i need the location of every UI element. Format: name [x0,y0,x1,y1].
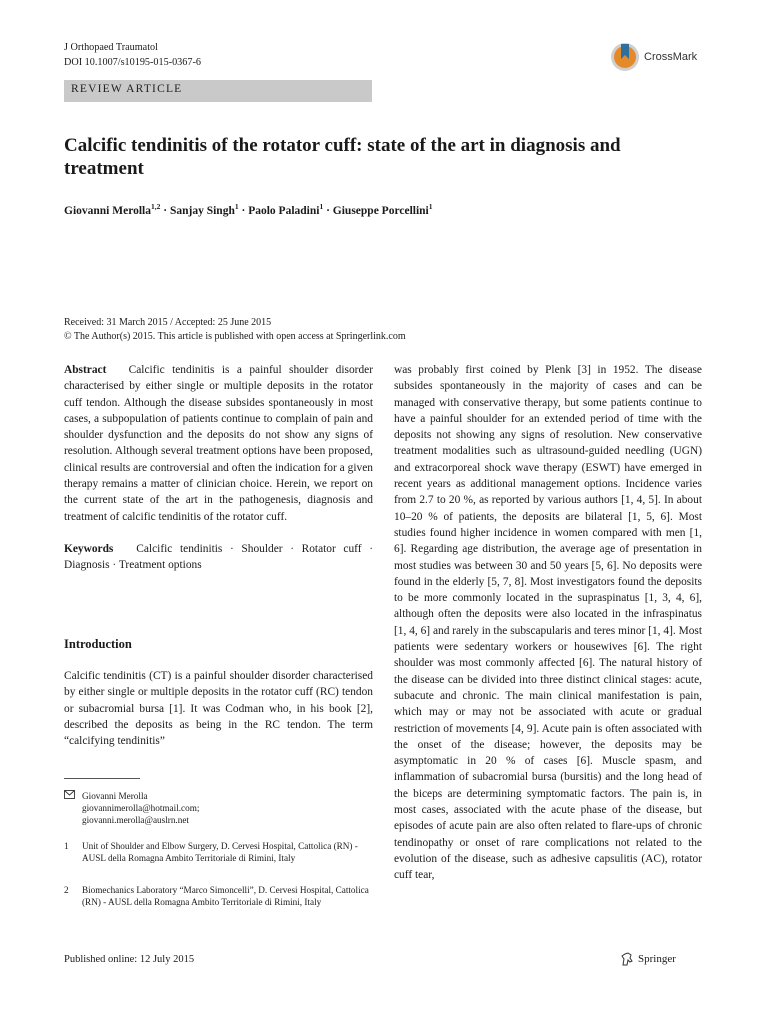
keywords-paragraph [64,541,373,574]
author-affiliation: 1 [234,202,239,211]
affiliation-number: 1 [64,841,69,851]
abstract-text: Calcific tendinitis is a painful shoulder disorder characterised by either single or multiple deposits in the rotator cuff tendon. Although the disease subsides spontaneously in most cases, a subpopulation of patients continue to complain of pain and shoulder dysfunction and the deposits do not show any signs of resolution. Although several treatment options have been proposed, clinical results are controversial and often the indication for a given therapy remains a matter of clinician choice. Herein, we report on the current state of the art in the pathogenesis, diagnosis and treatment of calcific tendinitis of the rotator cuff. [64,364,373,523]
author-separator: · [163,204,170,217]
publisher-logo [620,952,676,966]
abstract-paragraph [64,362,373,525]
crossmark-badge[interactable] [610,40,697,74]
abstract-heading: Abstract [64,364,107,376]
email-envelope-icon [64,790,75,802]
springer-horse-icon [620,952,634,966]
article-type: REVIEW ARTICLE [71,83,183,95]
publisher-name: Springer [638,953,676,965]
author-affiliation: 1,2 [151,202,161,211]
doi[interactable]: DOI 10.1007/s10195-015-0367-6 [64,57,201,68]
affiliation-text: Unit of Shoulder and Elbow Surgery, D. Cervesi Hospital, Cattolica (RN) - AUSL della Romagna Ambito Territoriale di Rimini, Italy [82,841,358,864]
contact-email[interactable]: giovannimerolla@hotmail.com; [82,803,200,814]
published-online: Published online: 12 July 2015 [64,954,195,965]
keywords-text: Calcific tendinitis · Shoulder · Rotator cuff · Diagnosis · Treatment options [64,542,373,572]
footnote-divider [64,778,140,779]
journal-header [64,40,201,70]
contact-email[interactable]: giovanni.merolla@auslrn.net [82,815,189,826]
received-accepted: Received: 31 March 2015 / Accepted: 25 June 2015 [64,317,272,328]
author-affiliation: 1 [428,202,433,211]
crossmark-label: CrossMark [644,51,698,63]
author-affiliation: 1 [319,202,324,211]
contact-name: Giovanni Merolla [82,791,148,801]
author-separator: · [326,204,333,217]
affiliation-text: Biomechanics Laboratory “Marco Simoncelli”, D. Cervesi Hospital, Cattolica (RN) - AUSL della Romagna Ambito Territoriale di Rimini, Italy [82,885,369,908]
introduction-heading: Introduction [64,637,132,651]
crossmark-icon [610,40,640,74]
right-column-text: was probably first coined by Plenk [3] in 1952. The disease subsides spontaneously in the majority of cases and can be managed with conservative therapy, but some patients continue to have a painful shoulder for an extended period of time with the deposits not showing any signs of resolution. New conservative treatment modalities such as ultrasound-guided needling (UGN) and extracorporeal shock wave therapy (ESWT) have emerged in recent years as additional management options. Incidence varies from 2.7 to 20 %, as reported by various authors [1, 4, 5]. In about 10–20 % of patients, the deposits are bilateral [1, 5, 6]. Most studies found higher incidence in women compared with men [1, 6]. Regarding age distribution, the average age of presentation in most studies was between 30 and 50 years [5, 6]. No deposits were found in the elderly [5, 7, 8]. Most investigators found the deposits to be more commonly located in the supraspinatus [1, 3, 4, 6], although often the deposits were also located in the infraspinatus [1, 4, 6] and rarely in the subscapularis and teres minor [1, 4]. Most patients were sedentary workers or housewives [6]. The right shoulder was most commonly affected [6]. The natural history of the disease can be divided into three distinct clinical stages: acute, subacute and chronic. The main clinical manifestation is pain, which may or may not be associated with acute or gradual restriction of movements [4, 9]. Acute pain is often associated with the onset of the disease; however, the deposits may be asymptomatic in 20 % of cases [6]. Muscle spasm, and inflammation of subacromial bursa (bursitis) and the long head of the biceps are determining symptomatic factors. The pain is, in most cases, associated with the acute phase of the disease, but episodes of acute pain are also often related to flare-ups of chronic tendinopathy or onset of rare complications not related to the evolution of the disease, such as adhesive capsulitis (AC), rotator cuff tear, [394,364,702,882]
author[interactable]: Giovanni Merolla [64,204,151,217]
article-title: Calcific tendinitis of the rotator cuff: state of the art in diagnosis and treatment [64,135,621,179]
license-note: © The Author(s) 2015. This article is published with open access at Springerlink.com [64,330,406,342]
author-separator: · [241,204,249,217]
author[interactable]: Sanjay Singh [169,204,235,217]
introduction-paragraph: Calcific tendinitis (CT) is a painful shoulder disorder characterised by either single or multiple deposits in the rotator cuff (RC) tendon or subacromial bursa [1]. It was Codman who, in his book [2], described the deposits as being in the RC tendon. The term “calcifying tendinitis” [64,670,373,748]
corresponding-author [82,790,372,827]
journal-name: J Orthopaed Traumatol [64,42,158,53]
abstract-block [64,362,373,574]
affiliation-number: 2 [64,885,69,895]
article-type-banner [64,80,372,102]
keywords-heading: Keywords [64,542,114,555]
author[interactable]: Paolo Paladini [248,204,320,217]
author-list [64,202,433,217]
author[interactable]: Giuseppe Porcellini [332,204,429,217]
article-dates [64,316,406,343]
